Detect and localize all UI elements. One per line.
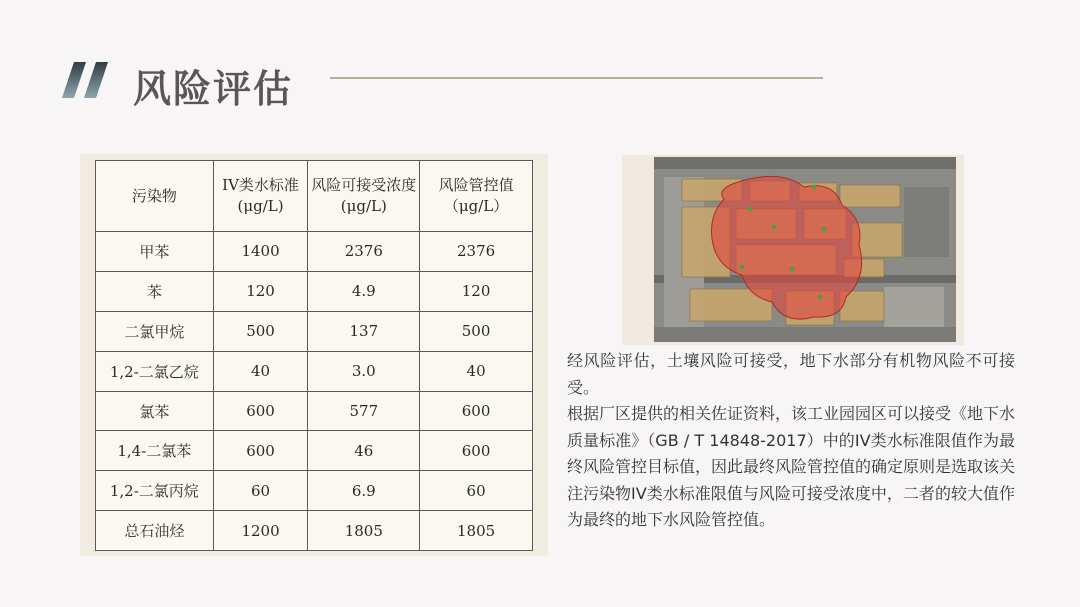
cell-iv-standard: 1200 (213, 511, 308, 551)
cell-pollutant: 1,2-二氯丙烷 (96, 471, 214, 511)
cell-pollutant: 氯苯 (96, 391, 214, 431)
table-row (96, 511, 533, 551)
table-row (96, 431, 533, 471)
paragraph-conclusion: 经风险评估，土壤风险可接受，地下水部分有机物风险不可接受。 (567, 351, 1015, 397)
table-row (96, 311, 533, 351)
cell-acceptable: 6.9 (308, 471, 420, 511)
cell-pollutant: 苯 (96, 271, 214, 311)
cell-iv-standard: 120 (213, 271, 308, 311)
cell-acceptable: 577 (308, 391, 420, 431)
cell-control: 60 (420, 471, 533, 511)
cell-control: 500 (420, 311, 533, 351)
risk-control-table (95, 160, 533, 551)
cell-acceptable: 2376 (308, 232, 420, 272)
cell-control: 1805 (420, 511, 533, 551)
paragraph-basis: 根据厂区提供的相关佐证资料，该工业园园区可以接受《地下水质量标准》（GB / T 14848-2017）中的IV类水标准限值作为最终风险管控目标值，因此最终风险管控值的确定原则是选取该关注污染物IV类水标准限值与风险可接受浓度中，二者的较大值作为最终的地下水风险管控值。 (567, 404, 1016, 529)
cell-control: 600 (420, 431, 533, 471)
cell-pollutant: 甲苯 (96, 232, 214, 272)
table-header-row (96, 161, 533, 232)
cell-iv-standard: 60 (213, 471, 308, 511)
header-acceptable-concentration: 风险可接受浓度(μg/L) (308, 161, 420, 232)
header-iv-standard: IV类水标准(μg/L) (213, 161, 308, 232)
table-row (96, 471, 533, 511)
page-title: 风险评估 (133, 67, 294, 111)
table-row (96, 391, 533, 431)
cell-pollutant: 1,4-二氯苯 (96, 431, 214, 471)
cell-control: 2376 (420, 232, 533, 272)
cell-acceptable: 4.9 (308, 271, 420, 311)
cell-iv-standard: 1400 (213, 232, 308, 272)
cell-pollutant: 1,2-二氯乙烷 (96, 351, 214, 391)
cell-acceptable: 1805 (308, 511, 420, 551)
cell-acceptable: 3.0 (308, 351, 420, 391)
assessment-text (567, 348, 1015, 534)
table-row (96, 271, 533, 311)
cell-acceptable: 137 (308, 311, 420, 351)
cell-control: 40 (420, 351, 533, 391)
table-row (96, 351, 533, 391)
table-row (96, 232, 533, 272)
title-divider (330, 77, 823, 79)
cell-iv-standard: 600 (213, 391, 308, 431)
header-control-value: 风险管控值（μg/L） (420, 161, 533, 232)
header-pollutant: 污染物 (96, 161, 214, 232)
cell-pollutant: 二氯甲烷 (96, 311, 214, 351)
title-slash-icon (62, 62, 110, 98)
cell-control: 600 (420, 391, 533, 431)
site-map-image (654, 157, 956, 342)
cell-iv-standard: 600 (213, 431, 308, 471)
cell-pollutant: 总石油烃 (96, 511, 214, 551)
contamination-site-map (654, 157, 956, 342)
cell-iv-standard: 500 (213, 311, 308, 351)
cell-iv-standard: 40 (213, 351, 308, 391)
cell-control: 120 (420, 271, 533, 311)
cell-acceptable: 46 (308, 431, 420, 471)
